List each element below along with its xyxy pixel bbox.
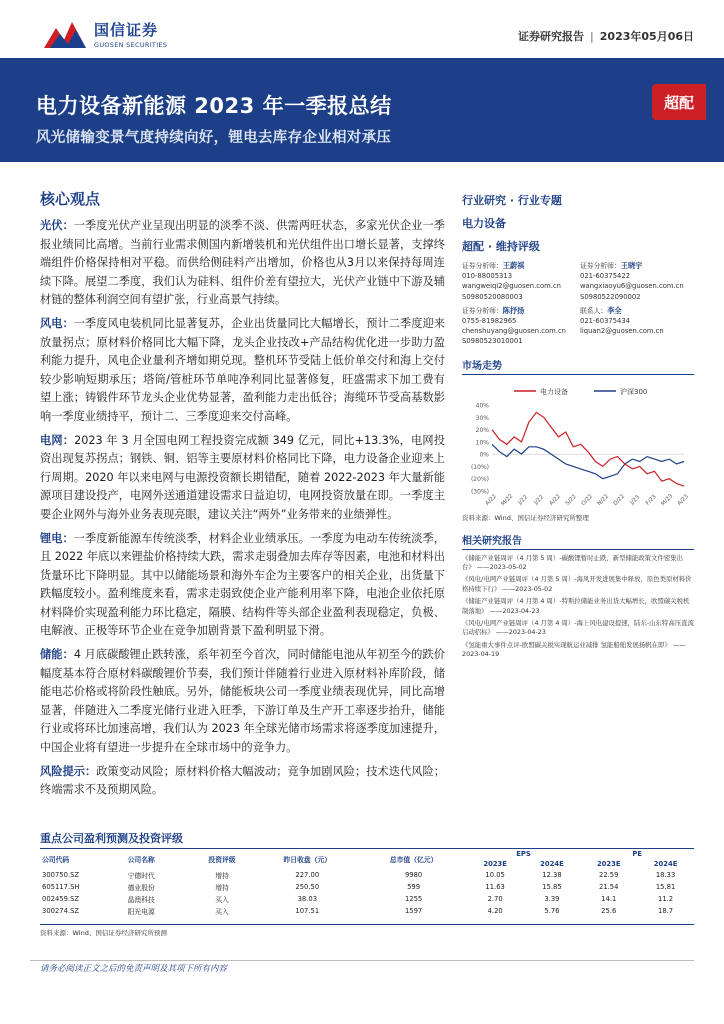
series-line-power (492, 412, 684, 486)
x-tick-label: A/22 (484, 493, 498, 507)
market-trend-chart (462, 381, 694, 511)
analyst-card (580, 306, 694, 347)
col-pe-y1: 2023E (596, 860, 621, 868)
para-keyword: 锂电： (40, 531, 74, 545)
table-bottom-rule (40, 924, 694, 925)
y-tick-label: 10% (475, 438, 489, 446)
table-cell: 599 (407, 883, 421, 891)
chart-source: 资料来源：Wind、国信证券经济研究所整理 (462, 513, 589, 522)
analyst-name: 王蔚祺 (502, 261, 525, 270)
analyst-role: 证券分析师： (580, 262, 621, 270)
para-keyword: 光伏： (40, 219, 74, 232)
analyst-email[interactable]: liquan2@guosen.com.cn (580, 327, 664, 336)
para-text: 4 月底碳酸锂止跌转涨，系年初至今首次，同时储能电池从年初至今的跌价幅度基本符合原材料碳酸锂价节奏，我们预计伴随着行业进入原材料补库阶段，储能电芯价格或将阶段性触底。另外，储能板块公司一季度业绩表现优异，同比高增显著，伴随进入二季度光储行业进入旺季，下游订单及生产开工率逐步抬升，储能行业或将环比加速高增，我们认为 2023 年全球光储市场需求将逐季度加速提升，中国企业将有望进一步提升在全球市场中的竞争力。 (40, 648, 445, 755)
analyst-cert: S0980520080003 (462, 292, 523, 301)
title-banner (0, 58, 724, 162)
table-cell: 15.85 (542, 883, 562, 891)
table-cell: 2.70 (487, 895, 503, 903)
forecast-table (40, 848, 694, 917)
meta-separator: | (590, 30, 594, 43)
report-date: ——2023-05-02 (476, 563, 527, 572)
guosen-logo-icon (42, 18, 88, 50)
x-tick-label: D/22 (612, 493, 627, 507)
analyst-card (462, 261, 576, 302)
analyst-role: 证券分析师： (462, 262, 503, 270)
table-row (40, 905, 694, 917)
report-date: 2023年05月06日 (599, 30, 694, 43)
para-pv (40, 217, 445, 310)
related-reports (462, 554, 694, 660)
table-cell: 38.03 (297, 895, 318, 903)
report-type: 证券研究报告 (518, 30, 585, 43)
analyst-role: 联系人： (580, 306, 608, 315)
market-trend-title: 市场走势 (462, 357, 694, 375)
core-views (40, 188, 445, 805)
footer-rule (30, 960, 694, 961)
analyst-phone: 021-60375422 (580, 272, 631, 281)
para-grid (40, 432, 445, 525)
disclaimer: 请务必阅读正文之后的免责声明及其项下所有内容 (40, 964, 228, 974)
analyst-card (580, 261, 694, 302)
table-cell: 11.63 (485, 883, 505, 891)
table-cell: 605117.SH (42, 883, 80, 891)
report-meta (518, 28, 694, 44)
para-lithium (40, 530, 445, 642)
x-tick-label: J/23 (629, 494, 642, 506)
table-cell: 227.00 (295, 871, 320, 879)
table-cell: 14.1 (601, 895, 617, 903)
report-date: ——2023-04-19 (462, 640, 686, 659)
logo-en-text: GUOSEN SECURITIES (94, 41, 168, 49)
report-date: ——2023-04-23 (496, 628, 546, 637)
x-tick-label: F/23 (644, 493, 658, 507)
y-tick-label: 30% (475, 414, 489, 422)
table-cell: 21.54 (599, 883, 619, 891)
rating-badge: 超配 (652, 84, 706, 120)
report-title: 电力设备新能源 2023 年一季报总结 (36, 94, 392, 118)
table-cell: 1597 (404, 907, 423, 915)
report-link[interactable] (462, 641, 694, 660)
x-tick-label: A/23 (676, 493, 690, 507)
core-views-title: 核心观点 (40, 190, 101, 208)
report-link[interactable] (462, 619, 694, 638)
report-link[interactable] (462, 597, 694, 616)
table-cell: 1255 (404, 895, 423, 903)
report-title: 《风电/电网产业链周评（4 月第 4 周）-海上风电建设提速，陆东-山东特高压直流启动招标》 (462, 619, 694, 637)
company-logo (42, 18, 167, 50)
y-tick-label: 40% (475, 402, 489, 410)
y-tick-label: (30%) (470, 488, 489, 496)
para-risk (40, 763, 445, 800)
col-close: 昨日收盘（元） (283, 856, 332, 864)
report-date: ——2023-05-02 (502, 584, 553, 593)
analyst-card (462, 306, 576, 347)
table-cell: 11.2 (658, 895, 674, 903)
sidebar (462, 192, 694, 663)
col-pe-y2: 2024E (653, 860, 678, 868)
y-tick-label: (20%) (470, 475, 489, 483)
col-name: 公司名称 (127, 856, 155, 864)
y-tick-label: 0% (479, 451, 489, 459)
col-pe: PE (632, 850, 642, 858)
analyst-name: 陈抒扬 (502, 305, 525, 315)
analyst-name: 李全 (607, 305, 622, 315)
legend-label: 电力设备 (540, 387, 568, 396)
col-rating: 投资评级 (208, 856, 236, 864)
para-storage (40, 646, 445, 758)
analyst-phone: 0755-81982965 (462, 317, 517, 326)
analyst-list (462, 261, 694, 347)
y-tick-label: (10%) (470, 463, 489, 471)
related-reports-title: 相关研究报告 (462, 532, 694, 550)
analyst-email[interactable]: chenshuyang@guosen.com.cn (462, 327, 566, 336)
para-text: 2023 年 3 月全国电网工程投资完成额 349 亿元，同比+13.3%，电网投资出现复苏拐点；钢铁、铜、铝等主要原材料价格同比下降，电力设备企业迎来上行周期。2020 年以来电网与电源投资额长期错配，随着 2022-2023 年大量新能源项目建设投产，电网外送通道建设需求日益迫切，电网投资放量在即。一季度主要企业网外与海外业务表现亮眼，建议关注“两外”业务带来的业绩弹性。 (40, 433, 445, 521)
analyst-cert: S0980522090002 (580, 292, 641, 301)
x-tick-label: S/22 (564, 493, 578, 507)
analyst-cert: S0980523010001 (462, 337, 523, 346)
industry-line: 行业研究 · 行业专题 (462, 194, 562, 207)
analyst-phone: 010-88005313 (462, 272, 513, 281)
sector-rating: 超配 · 维持评级 (462, 240, 540, 253)
para-wind (40, 315, 445, 427)
x-tick-label: O/22 (580, 493, 595, 507)
report-date: ——2023-04-23 (489, 606, 540, 615)
table-cell: 10.05 (485, 871, 505, 879)
para-text: 政策变动风险；原材料价格大幅波动；竞争加剧风险；技术迭代风险；终端需求不及预期风险。 (40, 764, 445, 797)
legend-label: 沪深300 (620, 387, 648, 396)
table-cell: 22.59 (599, 871, 619, 879)
para-text: 一季度光伏产业呈现出明显的淡季不淡、供需两旺状态，多家光伏企业一季报业绩同比高增。当前行业需求侧国内新增装机和光伏组件出口增长显著，支撑终端组件价格保持相对平稳。而供给侧硅料产出增加，价格也从3月以来保持每周连续下降。展望二季度，我们认为硅料、组件价差有望拉大，光伏产业链中下游及辅材链的整体利润空间有望扩张，行业高景气持续。 (40, 219, 445, 307)
col-eps: EPS (516, 850, 531, 858)
table-cell: 4.20 (487, 907, 503, 915)
report-title: 《氢能重大事件点评-欧盟碳关税实现航运业减排 氢能船舶发展扬帆在即》 (462, 640, 671, 649)
table-cell: 宁德时代 (127, 872, 155, 880)
forecast-table-title: 重点公司盈利预测及投资评级 (40, 832, 183, 845)
analyst-email[interactable]: wangxiaoyu6@guosen.com.cn (580, 282, 684, 291)
table-cell: 德业股份 (127, 884, 155, 892)
analyst-role: 证券分析师： (462, 306, 503, 315)
table-cell: 3.39 (544, 895, 560, 903)
para-text: 一季度风电装机同比显著复苏，企业出货量同比大幅增长，预计二季度迎来放量拐点；原材料价格同比大幅下降，龙头企业技改+产品结构优化进一步助力盈利能力提升，风电企业量利齐增如期兑现。整机环节受陆上低价单交付和海上交付较少影响短期承压；塔筒/管桩环节单吨净利同比显著修复，旺盛需求下加工费有望上涨；铸锻件环节龙头企业优势显著，盈利能力走出低谷；海缆环节受高基数影响一季度业绩持平，预计二、三季度迎来交付高峰。 (40, 316, 445, 423)
table-cell: 买入 (215, 896, 229, 904)
table-cell: 5.76 (544, 907, 560, 915)
table-cell: 9980 (404, 871, 423, 879)
analyst-email[interactable]: wangweiqi2@guosen.com.cn (462, 282, 561, 291)
table-cell: 250.50 (295, 883, 320, 891)
x-tick-label: A/22 (548, 493, 562, 507)
report-title: 《储能产业链周评（4 月第 5 周）-碳酸锂暂时止跌，新型储能政策文件密集出台》 (462, 553, 684, 572)
series-line-hs300 (492, 444, 684, 478)
x-tick-label: N/22 (596, 493, 610, 507)
table-cell: 15.81 (655, 883, 676, 891)
table-cell: 12.38 (542, 871, 562, 879)
table-source: 资料来源：Wind、国信证券经济研究所预测 (40, 929, 167, 937)
table-cell: 18.33 (655, 871, 676, 879)
x-tick-label: M/22 (500, 492, 515, 507)
sector-name: 电力设备 (462, 217, 506, 230)
table-cell: 300750.SZ (42, 871, 80, 879)
para-keyword: 风险提示： (40, 764, 97, 778)
x-tick-label: M/23 (660, 492, 675, 507)
para-keyword: 储能： (40, 648, 74, 662)
report-link[interactable] (462, 554, 694, 573)
table-cell: 300274.SZ (42, 907, 80, 915)
table-header-row (40, 849, 694, 859)
table-cell: 买入 (215, 908, 229, 916)
report-subtitle: 风光储输变景气度持续向好，锂电去库存企业相对承压 (36, 130, 392, 146)
logo-cn-text: 国信证券 (94, 21, 159, 39)
report-link[interactable] (462, 575, 694, 594)
col-code: 公司代码 (42, 856, 70, 864)
table-cell: 增持 (215, 872, 229, 880)
table-cell: 002459.SZ (42, 895, 80, 903)
table-cell: 阳光电源 (127, 908, 155, 916)
para-keyword: 风电： (40, 316, 74, 330)
report-title: 《储能产业链周评（4 月第 4 周）-特斯拉储能业务出货大幅增长，欧盟碳关税机制落地》 (462, 597, 690, 615)
para-text: 一季度新能源车传统淡季，材料企业业绩承压。一季度为电动车传统淡季，且 2022 年底以来锂盐价格持续大跌，需求走弱叠加去库存等因素，电池和材料出货量环比下降明显。其中以储能场景和海外车企为主要客户的相关企业，出货量下跌幅度较小。盈利维度来看，需求走弱致使企业产能利用率下降，电池企业依托原材料降价实现盈利能力环比稳定，隔膜、结构件等头部企业盈利表现稳定，负极、电解液、正极等环节企业在竞争加剧背景下盈利明显下滑。 (40, 531, 445, 638)
x-tick-label: J/22 (517, 494, 530, 506)
table-cell: 晶澳科技 (127, 896, 155, 904)
table-cell: 增持 (215, 884, 229, 892)
y-tick-label: 20% (475, 426, 489, 434)
report-title: 《风电/电网产业链周评（4 月第 5 周）-海风开发进展集中释放，原色类原材料价格持续下行》 (462, 575, 692, 593)
col-mcap: 总市值（亿元） (389, 856, 438, 864)
para-keyword: 电网： (40, 433, 75, 447)
market-chart-svg (462, 381, 694, 511)
table-cell: 18.7 (658, 907, 674, 915)
table-row (40, 869, 694, 881)
table-cell: 107.51 (295, 907, 320, 915)
col-eps-y1: 2023E (483, 860, 507, 868)
x-tick-label: J/22 (533, 494, 546, 506)
analyst-name: 王晓宇 (620, 261, 643, 270)
table-row (40, 881, 694, 893)
table-row (40, 893, 694, 905)
col-eps-y2: 2024E (540, 860, 564, 868)
analyst-phone: 021-60375434 (580, 317, 631, 326)
table-cell: 25.6 (601, 907, 617, 915)
